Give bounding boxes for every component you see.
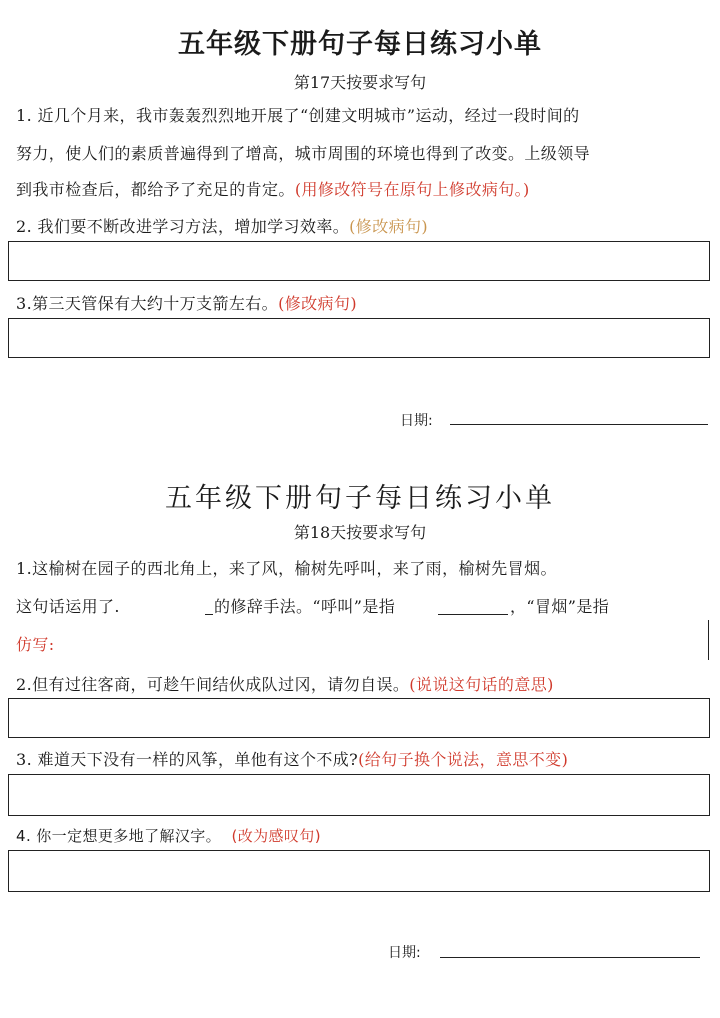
sheet2-q1-margin-mark <box>708 620 709 660</box>
sheet2-date-label: 日期: <box>388 945 421 961</box>
sheet2-q4-text: 4. 你一定想更多地了解汉字。 <box>16 827 222 845</box>
sheet2-q4 <box>16 826 321 846</box>
sheet2-q2-hint: (说说这句话的意思) <box>409 675 554 694</box>
sheet1-q1-line3 <box>16 180 530 200</box>
sheet1-q1-line1: 1. 近几个月来，我市轰轰烈烈地开展了“创建文明城市”运动，经过一段时间的 <box>16 106 580 125</box>
sheet2-q1-blank2[interactable] <box>438 614 508 615</box>
sheet1-q3 <box>16 294 357 314</box>
sheet1-title: 五年级下册句子每日练习小单 <box>178 29 542 60</box>
sheet1-q1-hint: (用修改符号在原句上修改病句。) <box>294 180 530 199</box>
sheet1-q3-answer-box[interactable] <box>8 318 710 358</box>
sheet2-q3-text: 3. 难道天下没有一样的风筝，单他有这个不成? <box>16 750 359 769</box>
sheet2-q1-line1: 1.这榆树在园子的西北角上，来了风，榆树先呼叫，来了雨，榆树先冒烟。 <box>16 559 557 578</box>
sheet2-q4-hint: (改为感叹句) <box>231 827 321 845</box>
sheet2-q3 <box>16 750 568 770</box>
sheet1-q3-text: 3.第三天管保有大约十万支箭左右。 <box>16 294 279 313</box>
sheet2-q1-line2c: ，“冒烟”是指 <box>510 597 610 616</box>
sheet1-q2-hint: (修改病句) <box>349 217 429 236</box>
sheet2-title: 五年级下册句子每日练习小单 <box>165 483 555 514</box>
sheet1-q2 <box>16 217 428 237</box>
sheet2-subtitle: 第18天按要求写句 <box>293 523 427 542</box>
sheet2-q1-line2a: 这句话运用了. <box>16 597 120 616</box>
sheet1-q1-text: 到我市检查后，都给予了充足的肯定。 <box>16 180 295 199</box>
sheet1-q3-hint: (修改病句) <box>278 294 357 313</box>
sheet2-q1-blank1[interactable] <box>205 614 213 615</box>
sheet1-q2-answer-box[interactable] <box>8 241 710 281</box>
sheet1-date-label: 日期: <box>400 413 433 429</box>
sheet2-q4-answer-box[interactable] <box>8 850 710 892</box>
sheet2-q2 <box>16 675 554 695</box>
sheet2-q1-line2b: 的修辞手法。“呼叫”是指 <box>214 597 396 616</box>
sheet2-q1-imitate-label: 仿写: <box>16 635 55 654</box>
sheet2-q2-answer-box[interactable] <box>8 698 710 738</box>
sheet2-date-line[interactable] <box>440 957 700 958</box>
sheet1-subtitle: 第17天按要求写句 <box>293 73 427 92</box>
sheet1-date-line[interactable] <box>450 424 708 425</box>
sheet2-q2-text: 2.但有过往客商，可趁午间结伙成队过冈，请勿自误。 <box>16 675 410 694</box>
sheet1-q2-text: 2. 我们要不断改进学习方法，增加学习效率。 <box>16 217 350 236</box>
sheet2-q3-hint: (给句子换个说法，意思不变) <box>358 750 569 769</box>
sheet1-q1-line2: 努力，使人们的素质普遍得到了增高，城市周围的环境也得到了改变。上级领导 <box>16 144 591 163</box>
sheet2-q3-answer-box[interactable] <box>8 774 710 816</box>
